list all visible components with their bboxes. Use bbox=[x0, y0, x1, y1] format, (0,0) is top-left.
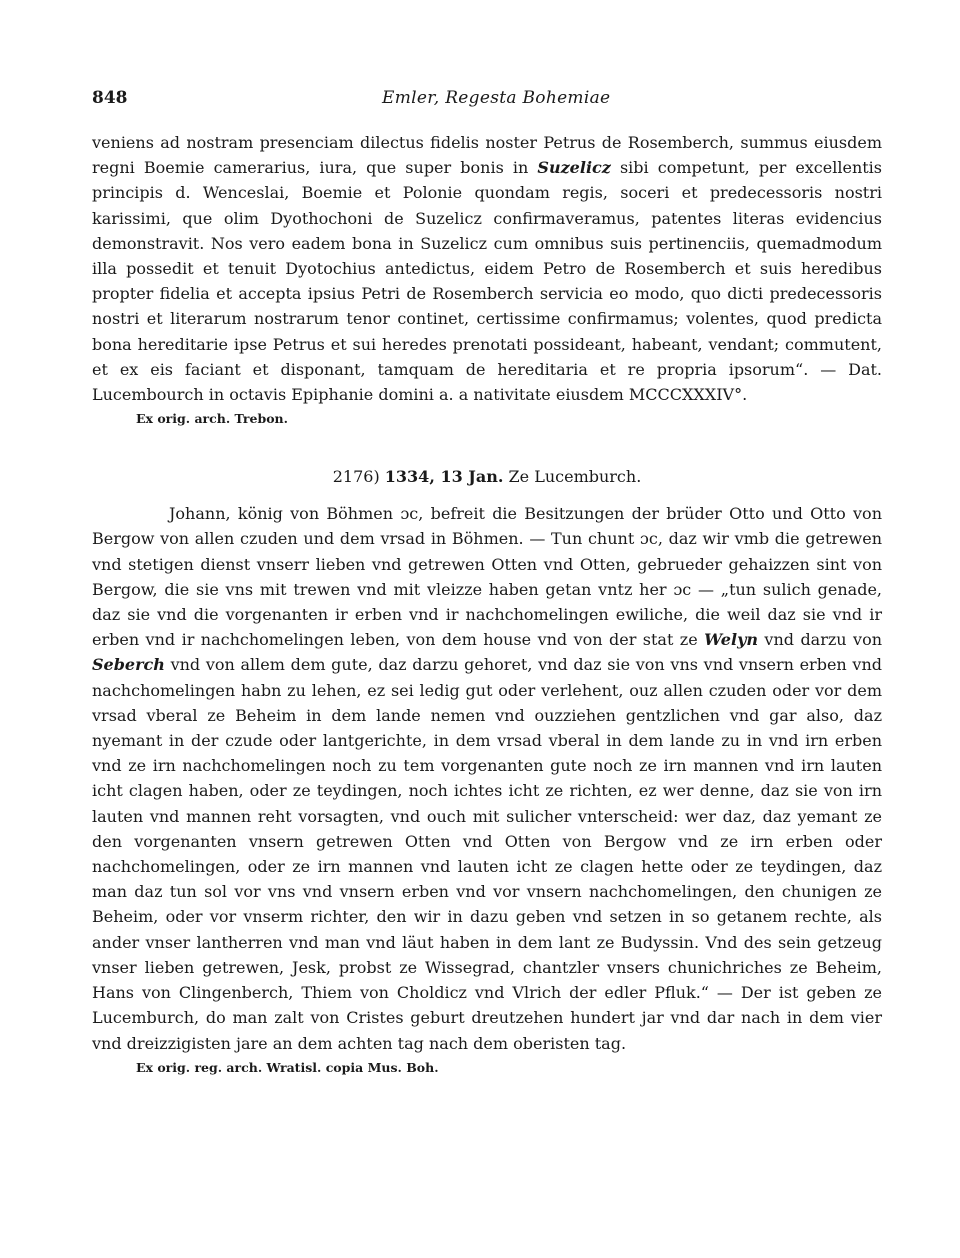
place-name: Suzelicz bbox=[537, 158, 611, 178]
text-segment: Johann, könig von Böhmen ɔc, befreit die Besitzungen der brüder Otto und Otto von Bergow von allen czuden und dem vrsad in Böhmen. — Tun chunt ɔc, daz wir vmb die getrewen vnd stetigen dienst vnserr lieben vnd getrewen Otten vnd Otten, gebrueder gehaizzen sint von Bergow, die sie vns mit trewen vnd mit vleizze haben getan vntz her ɔc — „tun sulich genade, daz sie vnd die vorgenanten ir erben vnd ir nachchomelingen ewiliche, die weil daz sie vnd ir erben vnd ir nachchomelingen leben, von dem house vnd von der stat ze bbox=[92, 504, 882, 650]
page-number: 848 bbox=[92, 88, 128, 108]
document-place: Ze Lucemburch. bbox=[508, 467, 642, 487]
text-segment: vnd von allem dem gute, daz darzu gehoret, vnd daz sie von vns vnd vnsern erben vnd nachchomelingen habn zu lehen, ez sei ledig gut oder verlehent, ouz allen czuden oder vor dem vrsad vberal ze Beheim in dem lande nemen vnd ouzziehen gentzlichen vnd gar also, daz nyemant in der czude oder lantgerichte, in dem vrsad vberal in dem lande zu in vnd irn erben vnd ze irn nachchomelingen noch zu tem vorgenanten gute noch ze irn mannen vnd irn lauten icht clagen haben, oder ze teydingen, noch ichtes icht ze richten, ez wer denne, daz sie von irn lauten vnd mannen reht vorsagten, vnd ouch mit sulicher vnterscheid: wer daz, daz yemant ze den vorgenanten vnsern getrewen Otten vnd Otten von Bergow vnd ze irn erben oder nachchomelingen, oder ze irn mannen vnd lauten icht ze clagen hette oder ze teydingen, daz man daz tun sol vor vns vnd vnsern erben vnd vor vnsern nachchomelingen, den chunigen ze Beheim, oder vor vnserm richter, den wir in dazu geben vnd setzen in so getanem rechte, als ander vnser lantherren vnd man vnd läut haben in dem lant ze Budyssin. Vnd des sein getzeug vnser lieben getrewen, Jesk, probst ze Wissegrad, chantzler vnsers chunichriches ze Beheim, Hans von Clingenberch, Thiem von Choldicz vnd Vlrich der edler Pfluk.“ — Der ist geben ze Lucemburch, do man zalt von Cristes geburt dreutzehen hundert jar vnd dar nach in dem vier vnd dreizzigisten jare an dem achten tag nach dem oberisten tag. bbox=[92, 655, 882, 1053]
text-segment: veniens ad nostram presenciam dilectus fidelis noster Petrus de Rosemberch, summus eiusdem regni Boemie camerarius, iura, que super bonis in bbox=[92, 133, 882, 178]
page bbox=[92, 88, 882, 1078]
text-segment: vnd darzu von bbox=[758, 630, 883, 650]
text-segment: sibi competunt, per excellentis principis d. Wenceslai, Boemie et Polonie quondam regis, soceri et predecessoris nostri karissimi, que olim Dyothochoni de Suzelicz confirmaveramus, patentes literas evidencius demonstravit. Nos vero eadem bona in Suzelicz cum omnibus suis pertinenciis, quemadmodum illa possedit et tenuit Dyotochius antedictus, eidem Petro de Rosemberch et suis heredibus propter fidelia et accepta ipsius Petri de Rosemberch servicia eo modo, quo dicti predecessoris nostri et literarum nostrarum tenor continet, certissime confirmamus; volentes, quod predicta bona hereditarie ipse Petrus et sui heredes prenotati possideant, habeant, vendant; commutent, et ex eis faciant et disponant, tamquam de hereditaria et re propria ipsorum“. — Dat. Lucembourch in octavis Epiphanie domini a. a nativitate eiusdem MCCCXXXIV°. bbox=[92, 158, 883, 405]
running-title: Emler, Regesta Bohemiae bbox=[382, 88, 611, 108]
running-head bbox=[92, 88, 882, 114]
document-text bbox=[92, 501, 882, 1055]
previous-document-text bbox=[92, 130, 882, 407]
document-number: 2176) bbox=[332, 467, 380, 487]
document-header bbox=[92, 465, 882, 489]
document-date: 1334, 13 Jan. bbox=[384, 467, 504, 487]
place-name: Seberch bbox=[92, 655, 165, 675]
place-name: Welyn bbox=[704, 630, 758, 650]
source-note: Ex orig. reg. arch. Wratisl. copia Mus. Boh. bbox=[136, 1059, 439, 1075]
source-note: Ex orig. arch. Trebon. bbox=[136, 411, 288, 427]
